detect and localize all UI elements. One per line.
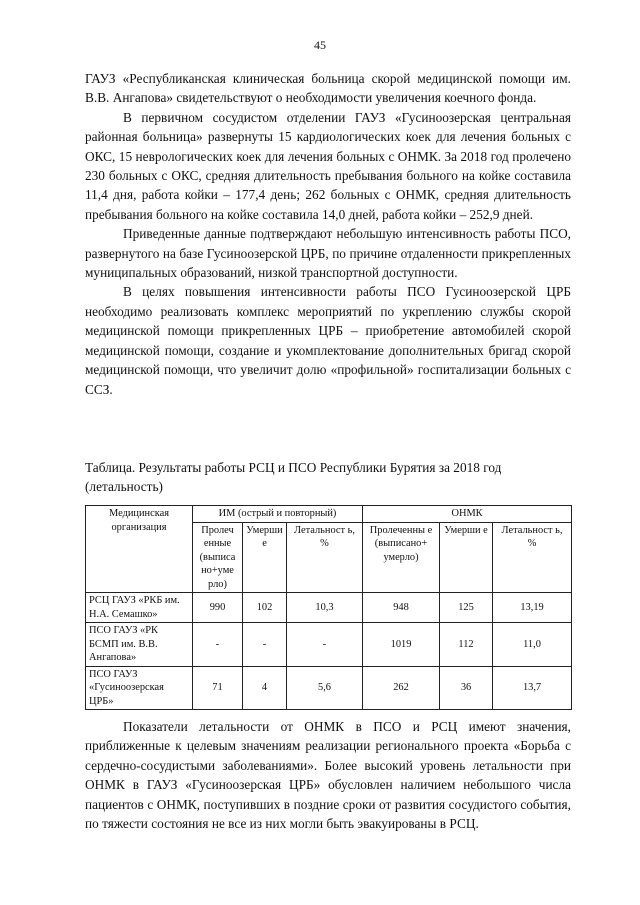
value-cell: 948 <box>363 593 440 623</box>
col-header: Летальност ь, % <box>493 522 572 593</box>
value-cell: 11,0 <box>493 623 572 667</box>
value-cell: 1019 <box>363 623 440 667</box>
body-text-bottom <box>85 717 571 833</box>
value-cell: 990 <box>193 593 243 623</box>
table-header-row <box>86 506 572 523</box>
value-cell: 4 <box>243 666 287 710</box>
value-cell: 112 <box>440 623 493 667</box>
value-cell: 13,7 <box>493 666 572 710</box>
group-header-im: ИМ (острый и повторный) <box>193 506 363 523</box>
org-header: Медицинская организация <box>86 506 193 593</box>
paragraph: ГАУЗ «Республиканская клиническая больница скорой медицинской помощи им. В.В. Ангапова» свидетельствуют о необходимости увеличения коечного фонда. <box>85 71 571 106</box>
value-cell: - <box>243 623 287 667</box>
table-row <box>86 623 572 667</box>
col-header: Пролеченны е (выписано+ умерло) <box>363 522 440 593</box>
org-cell: РСЦ ГАУЗ «РКБ им. Н.А. Семашко» <box>86 593 193 623</box>
col-header: Пролеч енные (выписа но+уме рло) <box>193 522 243 593</box>
value-cell: 262 <box>363 666 440 710</box>
page-number: 45 <box>314 38 326 52</box>
value-cell: 13,19 <box>493 593 572 623</box>
col-header: Умерши е <box>243 522 287 593</box>
org-cell: ПСО ГАУЗ «РК БСМП им. В.В. Ангапова» <box>86 623 193 667</box>
paragraph: В первичном сосудистом отделении ГАУЗ «Гусиноозерская центральная районная больница» развернуты 15 кардиологических коек для лечения больных с ОКС, 15 неврологических коек для лечения больных с ОНМК. За 2018 год пролечено 230 больных с ОКС, средняя длительность пребывания больного на койке составила 11,4 дня, работа койки – 177,4 день; 262 больных с ОНМК, средняя длительность пребывания больного на койке составила 14,0 дней, работа койки – 252,9 дней. <box>85 109 571 222</box>
paragraph: В целях повышения интенсивности работы ПСО Гусиноозерской ЦРБ необходимо реализовать комплекс мероприятий по укреплению службы скорой медицинской помощи прикрепленных ЦРБ – приобретение автомобилей скорой медицинской помощи, создание и укомплектование дополнительных бригад скорой медицинской помощи, что увеличит долю «профильной» госпитализации больных с ССЗ. <box>85 284 571 397</box>
table-caption: Таблица. Результаты работы РСЦ и ПСО Республики Бурятия за 2018 год (летальность) <box>85 460 502 494</box>
value-cell: - <box>287 623 363 667</box>
paragraph: Показатели летальности от ОНМК в ПСО и РСЦ имеют значения, приближенные к целевым значениям реализации регионального проекта «Борьба с сердечно-сосудистыми заболеваниями». Более высокий уровень летальности при ОНМК в ГАУЗ «Гусиноозерская ЦРБ» обусловлен наличием небольшого числа пациентов с ОНМК, поступивших в поздние сроки от развития сосудистого события, по тяжести состояния не все из них могли быть эвакуированы в РСЦ. <box>85 719 571 832</box>
table-row <box>86 593 572 623</box>
value-cell: - <box>193 623 243 667</box>
org-cell: ПСО ГАУЗ «Гусиноозерская ЦРБ» <box>86 666 193 710</box>
col-header: Умерши е <box>440 522 493 593</box>
col-header: Летальност ь, % <box>287 522 363 593</box>
body-text-top <box>85 69 571 399</box>
value-cell: 102 <box>243 593 287 623</box>
value-cell: 71 <box>193 666 243 710</box>
results-table <box>85 505 572 710</box>
table-row <box>86 666 572 710</box>
value-cell: 125 <box>440 593 493 623</box>
value-cell: 10,3 <box>287 593 363 623</box>
group-header-onmk: ОНМК <box>363 506 572 523</box>
paragraph: Приведенные данные подтверждают небольшую интенсивность работы ПСО, развернутого на базе Гусиноозерской ЦРБ, по причине отдаленности прикрепленных муниципальных образований, низкой транспортной доступности. <box>85 226 571 281</box>
value-cell: 36 <box>440 666 493 710</box>
value-cell: 5,6 <box>287 666 363 710</box>
